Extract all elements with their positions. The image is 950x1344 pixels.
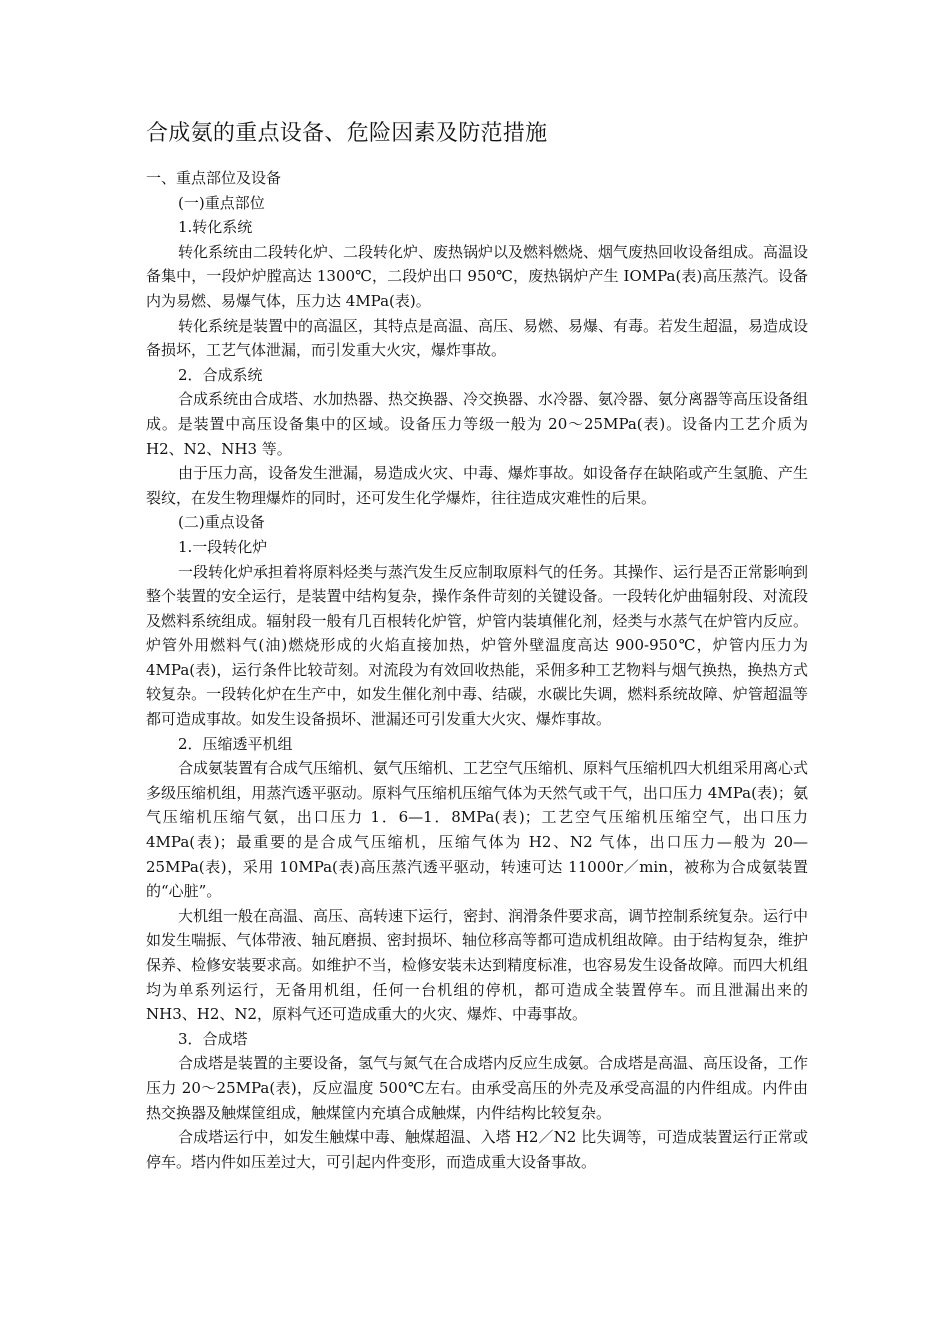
paragraph: (二)重点设备 <box>178 513 265 532</box>
document-title: 合成氨的重点设备、危险因素及防范措施 <box>146 121 548 146</box>
paragraph: 一、重点部位及设备 <box>146 169 282 187</box>
paragraph: 1.一段转化炉 <box>178 537 268 556</box>
paragraph: 由于压力高，设备发生泄漏，易造成火灾、中毒、爆炸事故。如设备存在缺陷或产生氢脆、产生裂纹，在发生物理爆炸的同时，还可发生化学爆炸，往往造成灾难性的后果。 <box>146 464 809 507</box>
paragraph: 3．合成塔 <box>178 1029 248 1048</box>
paragraph: 一段转化炉承担着将原料烃类与蒸汽发生反应制取原料气的任务。其操作、运行是否正常影响到整个装置的安全运行，是装置中结构复杂，操作条件苛刻的关键设备。一段转化炉曲辐射段、对流段及燃料系统组成。辐射段一般有几百根转化炉管，炉管内装填催化剂，烃类与水蒸气在炉管内反应。炉管外用燃料气(油)燃烧形成的火焰直接加热，炉管外壁温度高达 900-950℃，炉管内压力为 4MPa(表)，运行条件比较苛刻。对流段为有效回收热能，采佣多种工艺物料与烟气换热，换热方式较复杂。一段转化炉在生产中，如发生催化剂中毒、结碳，水碳比失调，燃料系统故障、炉管超温等都可造成事故。如发生设备损坏、泄漏还可引发重大火灾、爆炸事故。 <box>146 562 809 729</box>
paragraph: 合成塔是装置的主要设备，氢气与氮气在合成塔内反应生成氨。合成塔是高温、高压设备，工作压力 20～25MPa(表)，反应温度 500℃左右。由承受高压的外壳及承受高温的内件组成。内件由热交换器及触煤筐组成，触煤筐内充填合成触煤，内件结构比较复杂。 <box>146 1054 809 1122</box>
paragraph: 合成氨装置有合成气压缩机、氨气压缩机、工艺空气压缩机、原料气压缩机四大机组采用离心式多级压缩机组，用蒸汽透平驱动。原料气压缩机压缩气体为天然气或干气，出口压力 4MPa(表)；氨气压缩机压缩气氨，出口压力 1．6—1．8MPa(表)；工艺空气压缩机压缩空气，出口压力 4MPa(表)；最重要的是合成气压缩机，压缩气体为 H2、N2 气体，出口压力—般为 20—25MPa(表)，采用 10MPa(表)高压蒸汽透平驱动，转速可达 11000r／min，被称为合成氨装置的“心脏”。 <box>146 759 809 901</box>
paragraph: (一)重点部位 <box>178 193 265 212</box>
paragraph: 合成塔运行中，如发生触煤中毒、触煤超温、入塔 H2／N2 比失调等，可造成装置运行正常或停车。塔内件如压差过大，可引起内件变形，而造成重大设备事故。 <box>146 1128 808 1171</box>
paragraph: 合成系统由合成塔、水加热器、热交换器、冷交换器、水冷器、氨冷器、氨分离器等高压设备组成。是装置中高压设备集中的区域。设备压力等级一般为 20～25MPa(表)。设备内工艺介质为 H2、N2、NH3 等。 <box>146 390 809 458</box>
paragraph: 2．合成系统 <box>178 365 263 384</box>
paragraph: 2．压缩透平机组 <box>178 734 293 753</box>
paragraph: 转化系统由二段转化炉、二段转化炉、废热锅炉以及燃料燃烧、烟气废热回收设备组成。高温设备集中，一段炉炉膛高达 1300℃，二段炉出口 950℃，废热锅炉产生 IOMPa(表)高压蒸汽。设备内为易燃、易爆气体，压力达 4MPa(表)。 <box>146 242 809 310</box>
paragraph: 转化系统是装置中的高温区，其特点是高温、高压、易燃、易爆、有毒。若发生超温，易造成设备损坏，工艺气体泄漏，而引发重大火灾，爆炸事故。 <box>146 316 809 360</box>
document-body <box>146 166 808 1174</box>
paragraph: 大机组一般在高温、高压、高转速下运行，密封、润滑条件要求高，调节控制系统复杂。运行中如发生喘振、气体带液、轴瓦磨损、密封损坏、轴位移高等都可造成机组故障。由于结构复杂，维护保养、检修安装要求高。如维护不当，检修安装未达到精度标准，也容易发生设备故障。而四大机组均为单系列运行，无备用机组，任何一台机组的停机，都可造成全装置停车。而且泄漏出来的 NH3、H2、N2，原料气还可造成重大的火灾、爆炸、中毒事故。 <box>146 906 809 1024</box>
paragraph: 1.转化系统 <box>178 218 253 237</box>
